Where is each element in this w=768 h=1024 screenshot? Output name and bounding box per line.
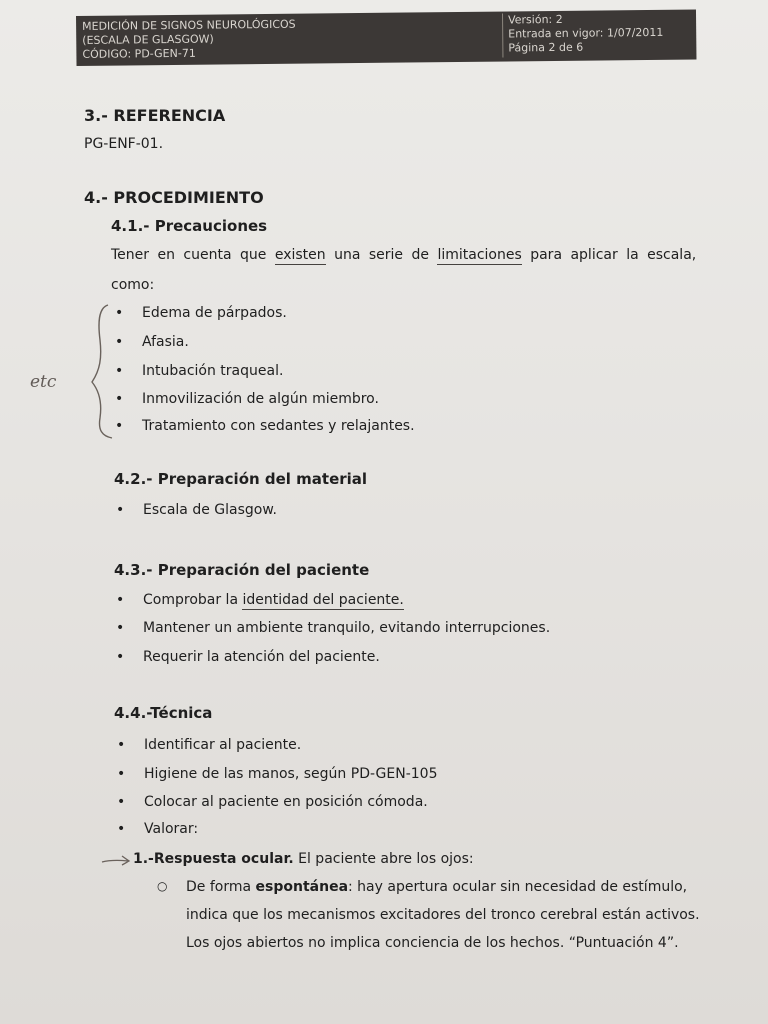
underlined-word: limitaciones	[437, 247, 522, 263]
ocular-response-text: El paciente abre los ojos:	[298, 851, 474, 867]
subsection-4-4-heading: 4.4.-Técnica	[114, 704, 213, 722]
header-title-line: MEDICIÓN DE SIGNOS NEUROLÓGICOS	[82, 17, 296, 33]
header-version: Versión: 2	[507, 12, 563, 27]
list-item: • Valorar:	[144, 821, 198, 837]
section-4-heading: 4.- PROCEDIMIENTO	[84, 188, 264, 207]
list-item: • Requerir la atención del paciente.	[143, 649, 380, 665]
list-item: • Comprobar la identidad del paciente.	[143, 592, 404, 608]
ocular-response-line	[133, 851, 474, 867]
precautions-intro: Tener en cuenta que existen una serie de limitaciones para aplicar la escala,	[111, 247, 697, 263]
handwritten-brace-icon	[86, 300, 116, 440]
list-item: • Identificar al paciente.	[144, 737, 301, 753]
ocular-response-title: 1.-Respuesta ocular.	[133, 851, 294, 867]
subsection-4-3-heading: 4.3.- Preparación del paciente	[114, 561, 370, 579]
list-item: • Higiene de las manos, según PD-GEN-105	[144, 766, 437, 782]
header-page-number: Página 2 de 6	[508, 40, 584, 55]
list-item: • Intubación traqueal.	[142, 363, 283, 379]
section-3-heading: 3.- REFERENCIA	[84, 106, 226, 125]
handwritten-note: etc	[30, 372, 57, 392]
list-item: • Afasia.	[142, 334, 189, 350]
subsection-4-1-heading: 4.1.- Precauciones	[111, 217, 268, 235]
subsection-4-2-heading: 4.2.- Preparación del material	[114, 470, 368, 488]
header-title-line: (ESCALA DE GLASGOW)	[82, 32, 214, 47]
list-item: • Inmovilización de algún miembro.	[142, 391, 379, 407]
handwritten-arrow-icon	[100, 852, 134, 868]
document-header	[76, 10, 696, 66]
header-meta-block	[502, 11, 698, 57]
precautions-intro-continued: como:	[111, 277, 155, 293]
header-code-line: CÓDIGO: PD-GEN-71	[82, 46, 196, 61]
underlined-phrase: identidad del paciente.	[242, 592, 404, 608]
list-item: • Mantener un ambiente tranquilo, evitando interrupciones.	[143, 620, 550, 636]
sub-list-item-text: indica que los mecanismos excitadores del tronco cerebral están activos.	[186, 907, 700, 923]
section-3-text: PG-ENF-01.	[84, 136, 164, 152]
list-item: • Colocar al paciente en posición cómoda.	[144, 794, 428, 810]
underlined-word: existen	[274, 247, 326, 263]
list-item: • Edema de párpados.	[142, 305, 287, 321]
list-item: • Tratamiento con sedantes y relajantes.	[142, 418, 415, 434]
header-effective-date: Entrada en vigor: 1/07/2011	[508, 25, 664, 41]
list-item: • Escala de Glasgow.	[143, 502, 277, 518]
sub-list-item: ○ De forma espontánea: hay apertura ocular sin necesidad de estímulo,	[186, 879, 687, 895]
sub-list-item-text: Los ojos abiertos no implica conciencia de los hechos. “Puntuación 4”.	[186, 935, 679, 951]
header-title-block	[82, 16, 482, 62]
